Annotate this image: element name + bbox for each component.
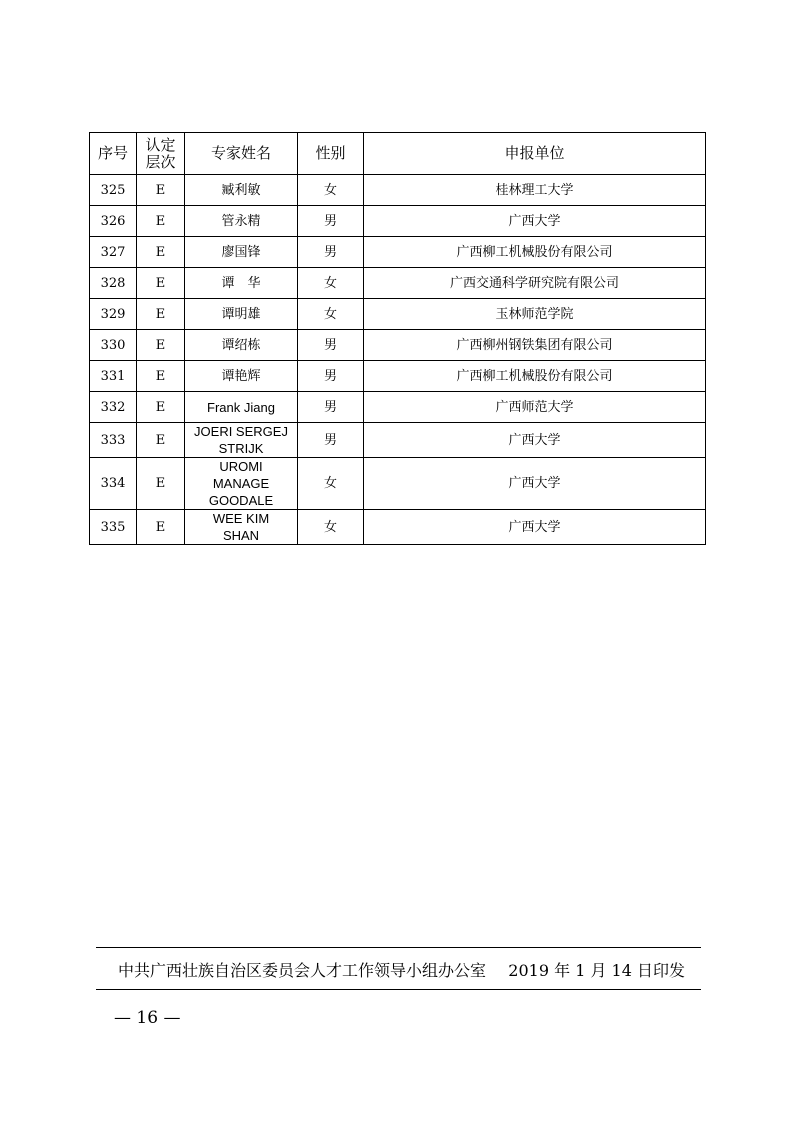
name-line: MANAGE [212, 476, 270, 491]
cell-unit: 广西柳工机械股份有限公司 [364, 361, 706, 392]
table-row [90, 423, 706, 458]
cell-index: 327 [90, 237, 137, 268]
table-row [90, 175, 706, 206]
cell-index: 326 [90, 206, 137, 237]
cell-gender: 女 [298, 510, 364, 545]
cell-unit: 广西柳州钢铁集团有限公司 [364, 330, 706, 361]
cell-unit: 广西大学 [364, 423, 706, 458]
cell-gender: 女 [298, 458, 364, 510]
cell-level: E [137, 237, 185, 268]
cell-gender: 男 [298, 206, 364, 237]
cell-unit: 广西大学 [364, 510, 706, 545]
cell-unit: 桂林理工大学 [364, 175, 706, 206]
header-gender: 性别 [298, 133, 364, 175]
cell-unit: 广西柳工机械股份有限公司 [364, 237, 706, 268]
expert-table [89, 132, 706, 545]
table-row [90, 361, 706, 392]
cell-name: 谭 华 [185, 268, 298, 299]
cell-name: 谭明雄 [185, 299, 298, 330]
header-level [137, 133, 185, 175]
header-index: 序号 [90, 133, 137, 175]
table-row [90, 458, 706, 510]
cell-index: 330 [90, 330, 137, 361]
footer-issuer: 中共广西壮族自治区委员会人才工作领导小组办公室 [118, 961, 487, 980]
table-row [90, 392, 706, 423]
cell-name [185, 510, 298, 545]
cell-index: 334 [90, 458, 137, 510]
cell-unit: 广西大学 [364, 458, 706, 510]
cell-name: 谭艳辉 [185, 361, 298, 392]
cell-index: 335 [90, 510, 137, 545]
cell-unit: 广西师范大学 [364, 392, 706, 423]
cell-level: E [137, 330, 185, 361]
cell-name: Frank Jiang [185, 392, 298, 423]
cell-name: 谭绍栋 [185, 330, 298, 361]
cell-gender: 女 [298, 268, 364, 299]
cell-level: E [137, 268, 185, 299]
cell-level: E [137, 392, 185, 423]
cell-unit: 广西大学 [364, 206, 706, 237]
cell-gender: 女 [298, 175, 364, 206]
cell-index: 328 [90, 268, 137, 299]
name-line: UROMI [219, 459, 263, 474]
footer-top-rule [96, 947, 701, 948]
cell-unit: 广西交通科学研究院有限公司 [364, 268, 706, 299]
table-row [90, 206, 706, 237]
header-name: 专家姓名 [185, 133, 298, 175]
table-row [90, 237, 706, 268]
page-number: — 16 — [114, 1008, 181, 1028]
header-level-line1: 认定 [145, 135, 176, 154]
cell-gender: 女 [298, 299, 364, 330]
table-row [90, 510, 706, 545]
cell-level: E [137, 175, 185, 206]
cell-name: 廖国锋 [185, 237, 298, 268]
cell-index: 331 [90, 361, 137, 392]
table-row [90, 330, 706, 361]
header-unit: 申报单位 [364, 133, 706, 175]
cell-index: 329 [90, 299, 137, 330]
table-header-row [90, 133, 706, 175]
cell-level: E [137, 510, 185, 545]
name-line: GOODALE [208, 493, 274, 508]
cell-gender: 男 [298, 361, 364, 392]
cell-name: 臧利敏 [185, 175, 298, 206]
cell-gender: 男 [298, 330, 364, 361]
cell-level: E [137, 423, 185, 458]
cell-level: E [137, 206, 185, 237]
cell-index: 332 [90, 392, 137, 423]
cell-level: E [137, 299, 185, 330]
name-line: STRIJK [218, 441, 264, 456]
cell-name [185, 423, 298, 458]
footer-issue-date: 2019 年 1 月 14 日印发 [508, 961, 685, 980]
cell-index: 325 [90, 175, 137, 206]
cell-gender: 男 [298, 237, 364, 268]
name-line: WEE KIM [212, 511, 270, 526]
name-line: JOERI SERGEJ [194, 424, 288, 439]
name-line: SHAN [222, 528, 260, 543]
footer-bottom-rule [96, 989, 701, 990]
cell-gender: 男 [298, 392, 364, 423]
cell-index: 333 [90, 423, 137, 458]
table-row [90, 299, 706, 330]
table-row [90, 268, 706, 299]
cell-name [185, 458, 298, 510]
cell-name: 管永精 [185, 206, 298, 237]
header-level-line2: 层次 [145, 152, 176, 171]
cell-gender: 男 [298, 423, 364, 458]
cell-level: E [137, 458, 185, 510]
cell-level: E [137, 361, 185, 392]
cell-unit: 玉林师范学院 [364, 299, 706, 330]
